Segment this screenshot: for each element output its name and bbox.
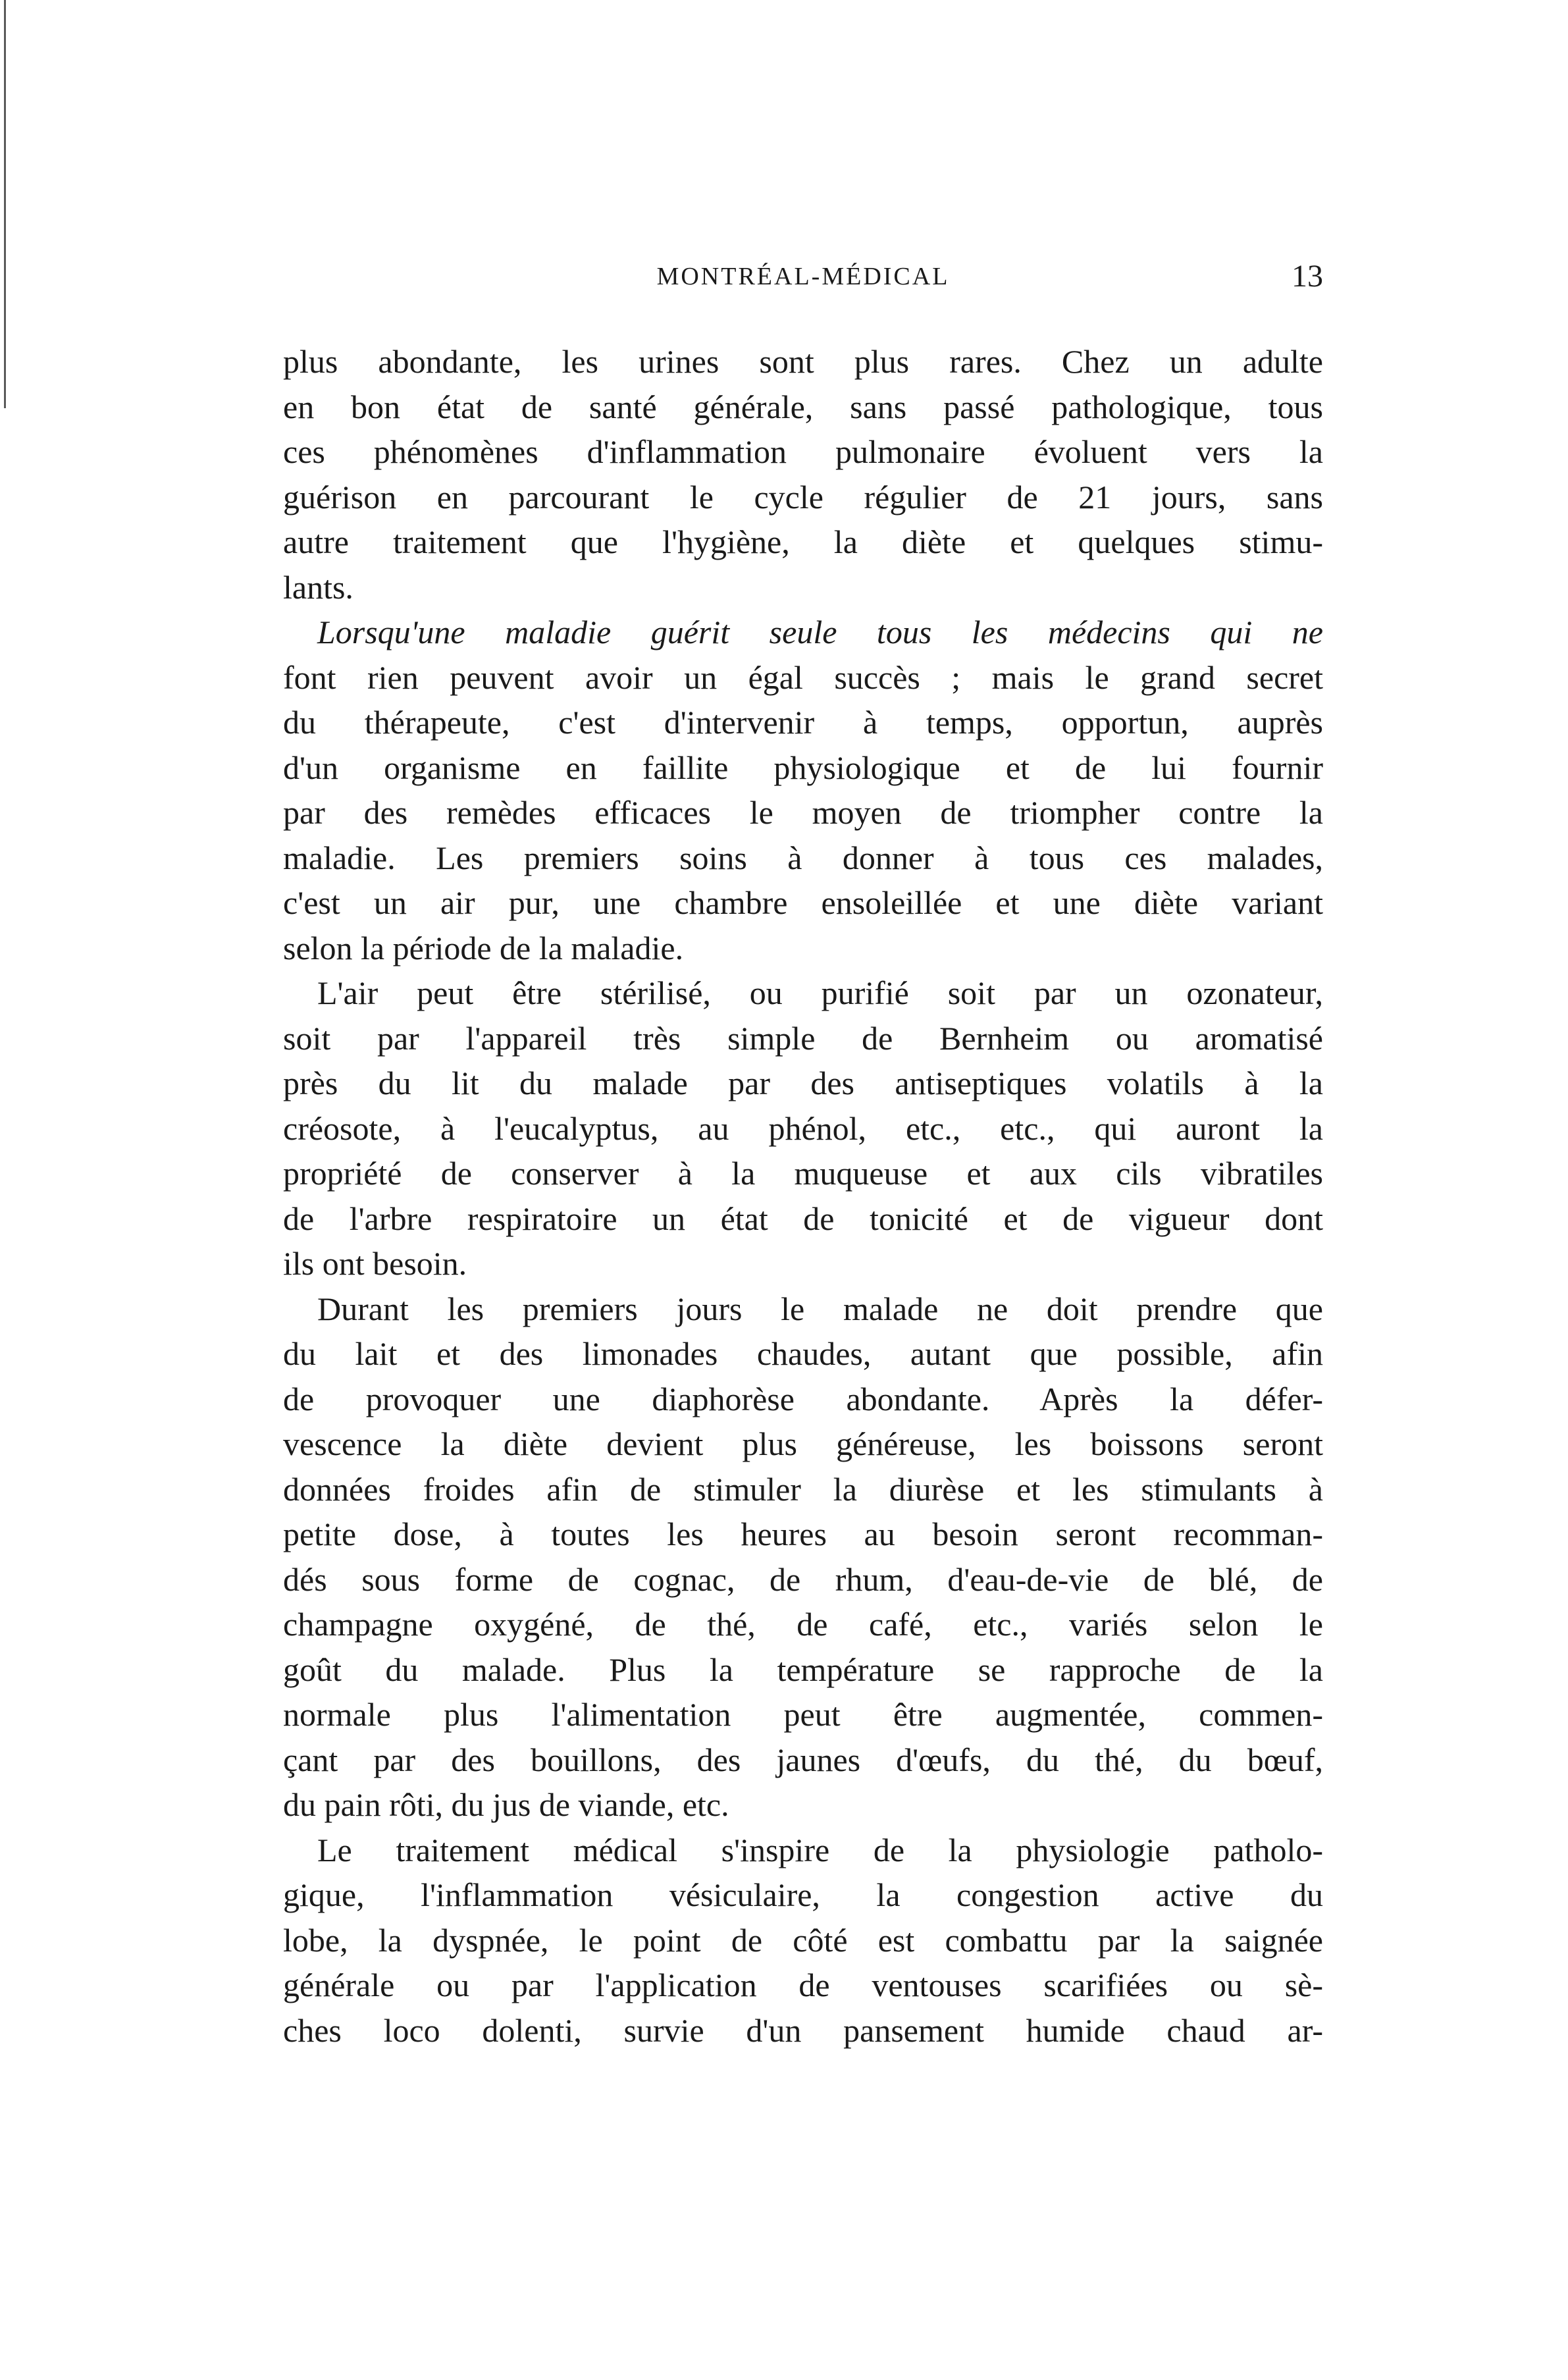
- running-head: [283, 259, 1323, 308]
- paragraph-2: [283, 610, 1323, 970]
- paragraph-5: [283, 1828, 1323, 2053]
- text-line: ces phénomènes d'inflammation pulmonaire évoluent vers la: [283, 433, 1323, 470]
- body-text: [283, 339, 1323, 2053]
- text-line: plus abondante, les urines sont plus rares. Chez un adulte: [283, 343, 1323, 380]
- text-line: de l'arbre respiratoire un état de tonicité et de vigueur dont: [283, 1200, 1323, 1237]
- text-line: çant par des bouillons, des jaunes d'œufs, du thé, du bœuf,: [283, 1741, 1323, 1778]
- text-line: données froides afin de stimuler la diurèse et les stimulants à: [283, 1470, 1323, 1508]
- paragraph-3: [283, 970, 1323, 1286]
- paragraph-1: [283, 339, 1323, 610]
- text-line: font rien peuvent avoir un égal succès ; mais le grand secret: [283, 658, 1323, 696]
- text-line: selon la période de la maladie.: [283, 929, 684, 966]
- text-line: par des remèdes efficaces le moyen de triompher contre la: [283, 794, 1323, 831]
- text-line: du pain rôti, du jus de viande, etc.: [283, 1786, 729, 1823]
- text-line: d'un organisme en faillite physiologique et de lui fournir: [283, 749, 1323, 786]
- text-line: du thérapeute, c'est d'intervenir à temps, opportun, auprès: [283, 704, 1323, 741]
- text-line: de provoquer une diaphorèse abondante. Après la défer-: [283, 1380, 1323, 1417]
- text-line: dés sous forme de cognac, de rhum, d'eau-de-vie de blé, de: [283, 1560, 1323, 1598]
- text-line: goût du malade. Plus la température se rapproche de la: [283, 1651, 1323, 1688]
- text-line: c'est un air pur, une chambre ensoleillée et une diète variant: [283, 884, 1323, 921]
- text-line: lants.: [283, 568, 353, 606]
- text-line: L'air peut être stérilisé, ou purifié soit par un ozonateur,: [317, 974, 1323, 1011]
- page-number: 13: [1292, 259, 1323, 294]
- text-line: du lait et des limonades chaudes, autant que possible, afin: [283, 1335, 1323, 1372]
- text-line: Durant les premiers jours le malade ne doit prendre que: [317, 1290, 1323, 1327]
- text-line: en bon état de santé générale, sans passé pathologique, tous: [283, 388, 1323, 425]
- text-line: créosote, à l'eucalyptus, au phénol, etc., etc., qui auront la: [283, 1109, 1323, 1147]
- text-line: ches loco dolenti, survie d'un pansement humide chaud ar-: [283, 2011, 1323, 2049]
- text-line: guérison en parcourant le cycle régulier de 21 jours, sans: [283, 478, 1323, 516]
- text-line: normale plus l'alimentation peut être augmentée, commen-: [283, 1696, 1323, 1733]
- text-line: gique, l'inflammation vésiculaire, la congestion active du: [283, 1876, 1323, 1913]
- text-line: ils ont besoin.: [283, 1245, 467, 1282]
- text-line: soit par l'appareil très simple de Bernheim ou aromatisé: [283, 1019, 1323, 1057]
- text-line: vescence la diète devient plus généreuse, les boissons seront: [283, 1425, 1323, 1462]
- text-line: autre traitement que l'hygiène, la diète et quelques stimu-: [283, 523, 1323, 560]
- text-line: Lorsqu'une maladie guérit seule tous les médecins qui ne: [317, 614, 1323, 650]
- text-line: maladie. Les premiers soins à donner à tous ces malades,: [283, 839, 1323, 876]
- text-line: petite dose, à toutes les heures au besoin seront recomman-: [283, 1516, 1323, 1552]
- text-line: générale ou par l'application de ventouses scarifiées ou sè-: [283, 1967, 1323, 2003]
- text-line: lobe, la dyspnée, le point de côté est combattu par la saignée: [283, 1921, 1323, 1959]
- text-line: champagne oxygéné, de thé, de café, etc., variés selon le: [283, 1606, 1323, 1643]
- text-line: près du lit du malade par des antiseptiques volatils à la: [283, 1065, 1323, 1101]
- text-line: Le traitement médical s'inspire de la physiologie patholo-: [317, 1831, 1323, 1868]
- paragraph-4: [283, 1286, 1323, 1828]
- text-line: propriété de conserver à la muqueuse et aux cils vibratiles: [283, 1155, 1323, 1192]
- running-title: MONTRÉAL-MÉDICAL: [656, 263, 950, 290]
